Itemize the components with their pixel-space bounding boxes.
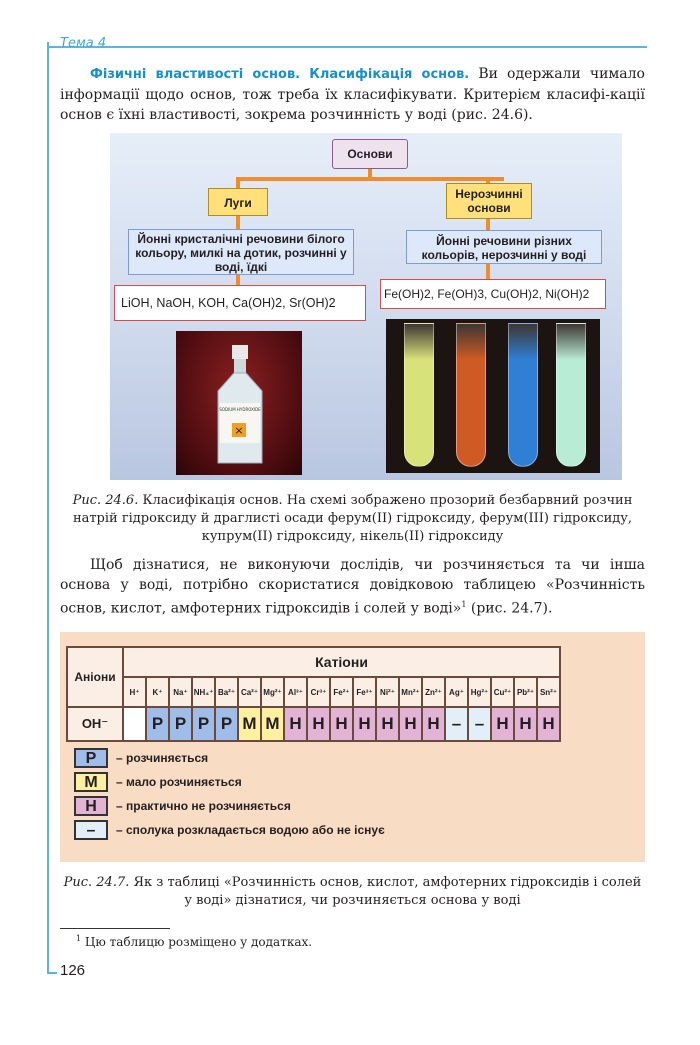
connector-right-2 (486, 217, 490, 231)
solubility-cell: Н (284, 707, 307, 741)
svg-text:×: × (234, 424, 244, 437)
footnote-mark: 1 (76, 934, 82, 943)
tube-1 (404, 323, 434, 467)
solubility-cell: М (261, 707, 284, 741)
solubility-cell: Р (169, 707, 192, 741)
bottle-icon (214, 345, 266, 467)
cation-header-cell: Mn²⁺ (399, 677, 422, 707)
alkalis-formulas: LiOH, NaOH, KOH, Ca(OH)2, Sr(OH)2 (114, 285, 366, 321)
solubility-cell: Н (307, 707, 330, 741)
node-insoluble-bases: Нерозчинні основи (446, 183, 532, 219)
cation-header-cell: Fe²⁺ (330, 677, 353, 707)
anion-header: Аніони (67, 647, 123, 707)
node-alkalis: Луги (208, 188, 268, 216)
insoluble-description: Йонні речовини різних кольорів, нерозчинні у воді (406, 230, 602, 264)
paragraph-2-text: Щоб дізнатися, не виконуючи дослідів, чи розчиняється та чи інша основа у воді, потрібно скористатися довідковою таблицею «Розчинність основ, кислот, амфотерних гідроксидів і солей у воді» (60, 557, 645, 617)
solubility-cell: Н (422, 707, 445, 741)
cation-header-cell: H⁺ (123, 677, 146, 707)
solubility-cell: Н (376, 707, 399, 741)
caption2-text: Як з таблиці «Розчинність основ, кислот, амфотерних гідроксидів і солей у воді» дізнатися, чи розчиняється основа у воді (129, 875, 642, 908)
tube-3 (508, 323, 538, 467)
cation-header-cell: Mg²⁺ (261, 677, 284, 707)
caption2-label: Рис. 24.7. (63, 875, 130, 890)
footnote-rule (60, 928, 170, 929)
legend-symbol: Н (74, 796, 108, 816)
cation-header-cell: Na⁺ (169, 677, 192, 707)
paragraph-2-tail: (рис. 24.7). (466, 600, 553, 617)
tube-2 (456, 323, 486, 467)
cation-header-cell: Fe³⁺ (353, 677, 376, 707)
cation-header-cell: Zn²⁺ (422, 677, 445, 707)
node-bases: Основи (332, 139, 408, 169)
solubility-cell: Н (399, 707, 422, 741)
solubility-cell: – (468, 707, 491, 741)
solubility-cell: Н (514, 707, 537, 741)
cation-header-cell: Ni²⁺ (376, 677, 399, 707)
cation-header-cell: Cr³⁺ (307, 677, 330, 707)
intro-paragraph (60, 64, 645, 125)
cation-header-cell: Sn²⁺ (537, 677, 560, 707)
footnote-ref: 1 (461, 600, 467, 609)
test-tubes-photo (386, 319, 600, 473)
footnote-text: Цю таблицю розміщено у додатках. (81, 935, 313, 949)
legend-text: – мало розчиняється (116, 775, 242, 789)
cation-header-cell: Al³⁺ (284, 677, 307, 707)
solubility-cell: Р (146, 707, 169, 741)
solubility-cell: Р (192, 707, 215, 741)
insoluble-formulas: Fe(OH)2, Fe(OH)3, Cu(OH)2, Ni(OH)2 (380, 279, 606, 309)
cation-header-cell: Pb²⁺ (514, 677, 537, 707)
alkalis-description: Йонні кристалічні речовини білого кольору, милкі на дотик, розчинні у воді, їдкі (128, 229, 354, 275)
footnote (76, 934, 312, 949)
cation-row (67, 677, 560, 707)
legend-symbol: – (74, 820, 108, 840)
cation-header-cell: Hg²⁺ (468, 677, 491, 707)
legend-text: – сполука розкладається водою або не існує (116, 823, 385, 837)
intro-heading: Фізичні властивості основ. Класифікація основ. (90, 67, 470, 82)
cation-header-cell: K⁺ (146, 677, 169, 707)
cation-header-cell: Cu²⁺ (491, 677, 514, 707)
legend-text: – практично не розчиняється (116, 799, 291, 813)
figure-classification (110, 133, 622, 480)
paragraph-2 (60, 555, 645, 619)
cation-header: Катіони (123, 647, 560, 677)
header-rule (47, 46, 647, 48)
caption-fig-24-6 (60, 492, 645, 546)
bottle-label: SODIUM HYDROXIDE (219, 407, 261, 412)
connector-left-2 (236, 215, 240, 229)
cation-header-cell: Ba²⁺ (215, 677, 238, 707)
solubility-cell: Н (491, 707, 514, 741)
solubility-cell: Н (330, 707, 353, 741)
legend-symbol: М (74, 772, 108, 792)
solubility-table (66, 646, 561, 742)
anion-oh: OH⁻ (67, 707, 123, 741)
page-number-rule (47, 972, 57, 974)
cation-header-cell: NH₄⁺ (192, 677, 215, 707)
solubility-cell (123, 707, 146, 741)
solubility-cell: – (445, 707, 468, 741)
solubility-cell: Р (215, 707, 238, 741)
cation-header-cell: Ag⁺ (445, 677, 468, 707)
caption-text: Класифікація основ. На схемі зображено прозорий безбарвний розчин натрій гідроксиду й драглисті осади ферум(II) гідроксиду, ферум(III) гідроксиду, купрум(II) гідроксиду, нікель(II) гідроксиду (72, 493, 633, 544)
margin-rule (47, 42, 49, 972)
value-row (67, 707, 560, 741)
topic-label: Тема 4 (60, 36, 107, 51)
figure-solubility-table (60, 632, 645, 862)
legend-symbol: Р (74, 748, 108, 768)
page-number: 126 (60, 962, 86, 979)
cation-header-cell: Ca²⁺ (238, 677, 261, 707)
connector-right-3 (486, 263, 490, 279)
legend-text: – розчиняється (116, 751, 209, 765)
solubility-cell: Н (537, 707, 560, 741)
caption-fig-24-7 (60, 874, 645, 910)
solubility-cell: М (238, 707, 261, 741)
solubility-cell: Н (353, 707, 376, 741)
intro-text: Ви одержали чимало інформації щодо основ, тож треба їх класифікувати. Критерієм класифі-кації основ є їхні властивості, зокрема розчинність у воді (рис. 24.6). (60, 66, 645, 123)
caption-label: Рис. 24.6. (72, 493, 139, 508)
bottle-photo (176, 331, 302, 475)
tube-4 (556, 323, 586, 467)
